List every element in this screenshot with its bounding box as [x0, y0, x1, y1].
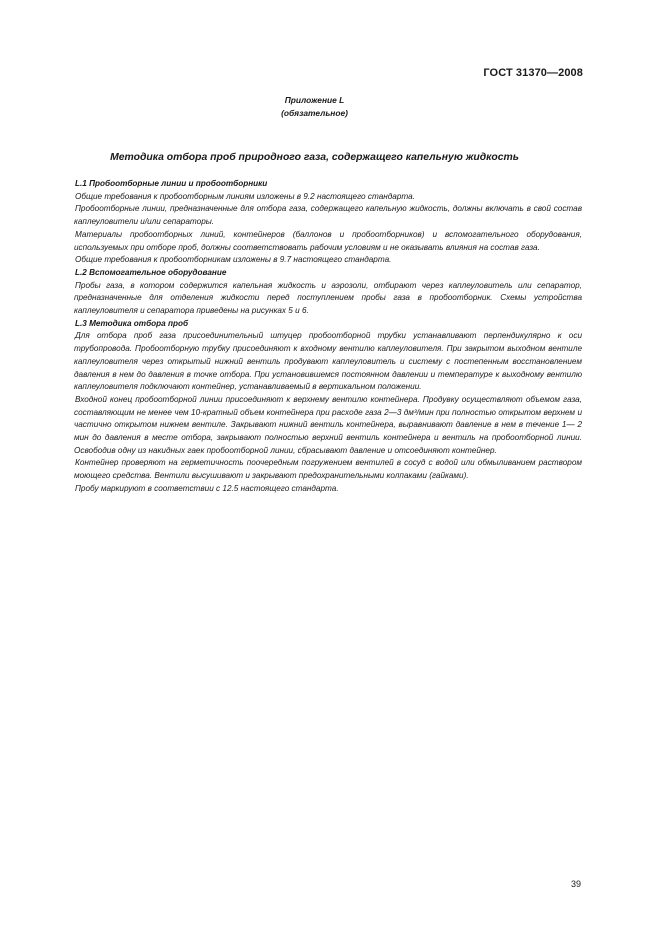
paragraph: Пробоотборные линии, предназначенные для отбора газа, содержащего капельную жидкость, должны включать в свой состав каплеуловители и/или сепараторы.	[74, 204, 582, 227]
paragraph: Материалы пробоотборных линий, контейнеров (баллонов и пробоотборников) и вспомогательного оборудования, используемых при отборе проб, должны соответствовать рабочим условиям и не оказывать влияния на состав газа.	[74, 229, 582, 252]
document-body	[74, 178, 582, 496]
section-heading-l2: L.2 Вспомогательное оборудование	[75, 267, 227, 277]
paragraph: Общие требования к пробоотборникам изложены в 9.7 настоящего стандарта.	[75, 255, 392, 265]
paragraph: Пробу маркируют в соответствии с 12.5 настоящего стандарта.	[75, 483, 339, 493]
paragraph: Входной конец пробоотборной линии присоединяют к верхнему вентилю контейнера. Продувку осуществляют объемом газа, составляющим не менее чем 10-кратный объем контейнера при расходе газа 2—3 дм³/мин при полностью открытом верхнем и частично открытом нижнем вентиле. Закрывают нижний вентиль контейнера, выравнивают давление в нем в течение 1— 2 мин до давления в месте отбора, закрывают полностью верхний вентиль контейнера и вентиль на пробоотборной линии. Освободив одну из накидных гаек пробоотборной линии, сбрасывают давление и отсоединяют контейнер.	[74, 394, 582, 455]
section-heading-l1: L.1 Пробоотборные линии и пробоотборники	[75, 179, 268, 188]
appendix-status: (обязательное)	[281, 108, 348, 118]
appendix-heading	[0, 94, 629, 120]
page-number: 39	[570, 879, 581, 889]
appendix-title: Приложение L	[284, 95, 345, 105]
paragraph: Контейнер проверяют на герметичность поочередным погружением вентилей в сосуд с водой или обмыливанием раствором моющего средства. Вентили высушивают и закрывают предохранительными колпаками (гайками).	[74, 458, 582, 481]
paragraph: Для отбора проб газа присоединительный штуцер пробоотборной трубки устанавливают перпендикулярно к оси трубопровода. Пробоотборную трубку присоединяют к входному вентилю каплеуловителя. При закрытом выходном вентиле каплеуловителя через открытый нижний вентиль продувают каплеуловитель и систему с постепенным восстановлением давления в нем до давления в точке отбора. При установившемся постоянном давлении и температуре к выходному вентилю каплеуловителя подключают контейнер, устанавливаемый в вертикальном положении.	[74, 331, 582, 392]
document-title: Методика отбора проб природного газа, содержащего капельную жидкость	[110, 152, 519, 163]
standard-code: ГОСТ 31370—2008	[483, 67, 583, 79]
paragraph: Общие требования к пробоотборным линиям изложены в 9.2 настоящего стандарта.	[75, 191, 415, 201]
paragraph: Пробы газа, в котором содержится капельная жидкость и аэрозоли, отбирают через каплеуловитель или сепаратор, предназначенные для отделения жидкости перед поступлением пробы газа в пробоотборник. Схемы устройства каплеуловителя и сепаратора приведены на рисунках 5 и 6.	[74, 280, 582, 316]
section-heading-l3: L.3 Методика отбора проб	[75, 318, 189, 328]
